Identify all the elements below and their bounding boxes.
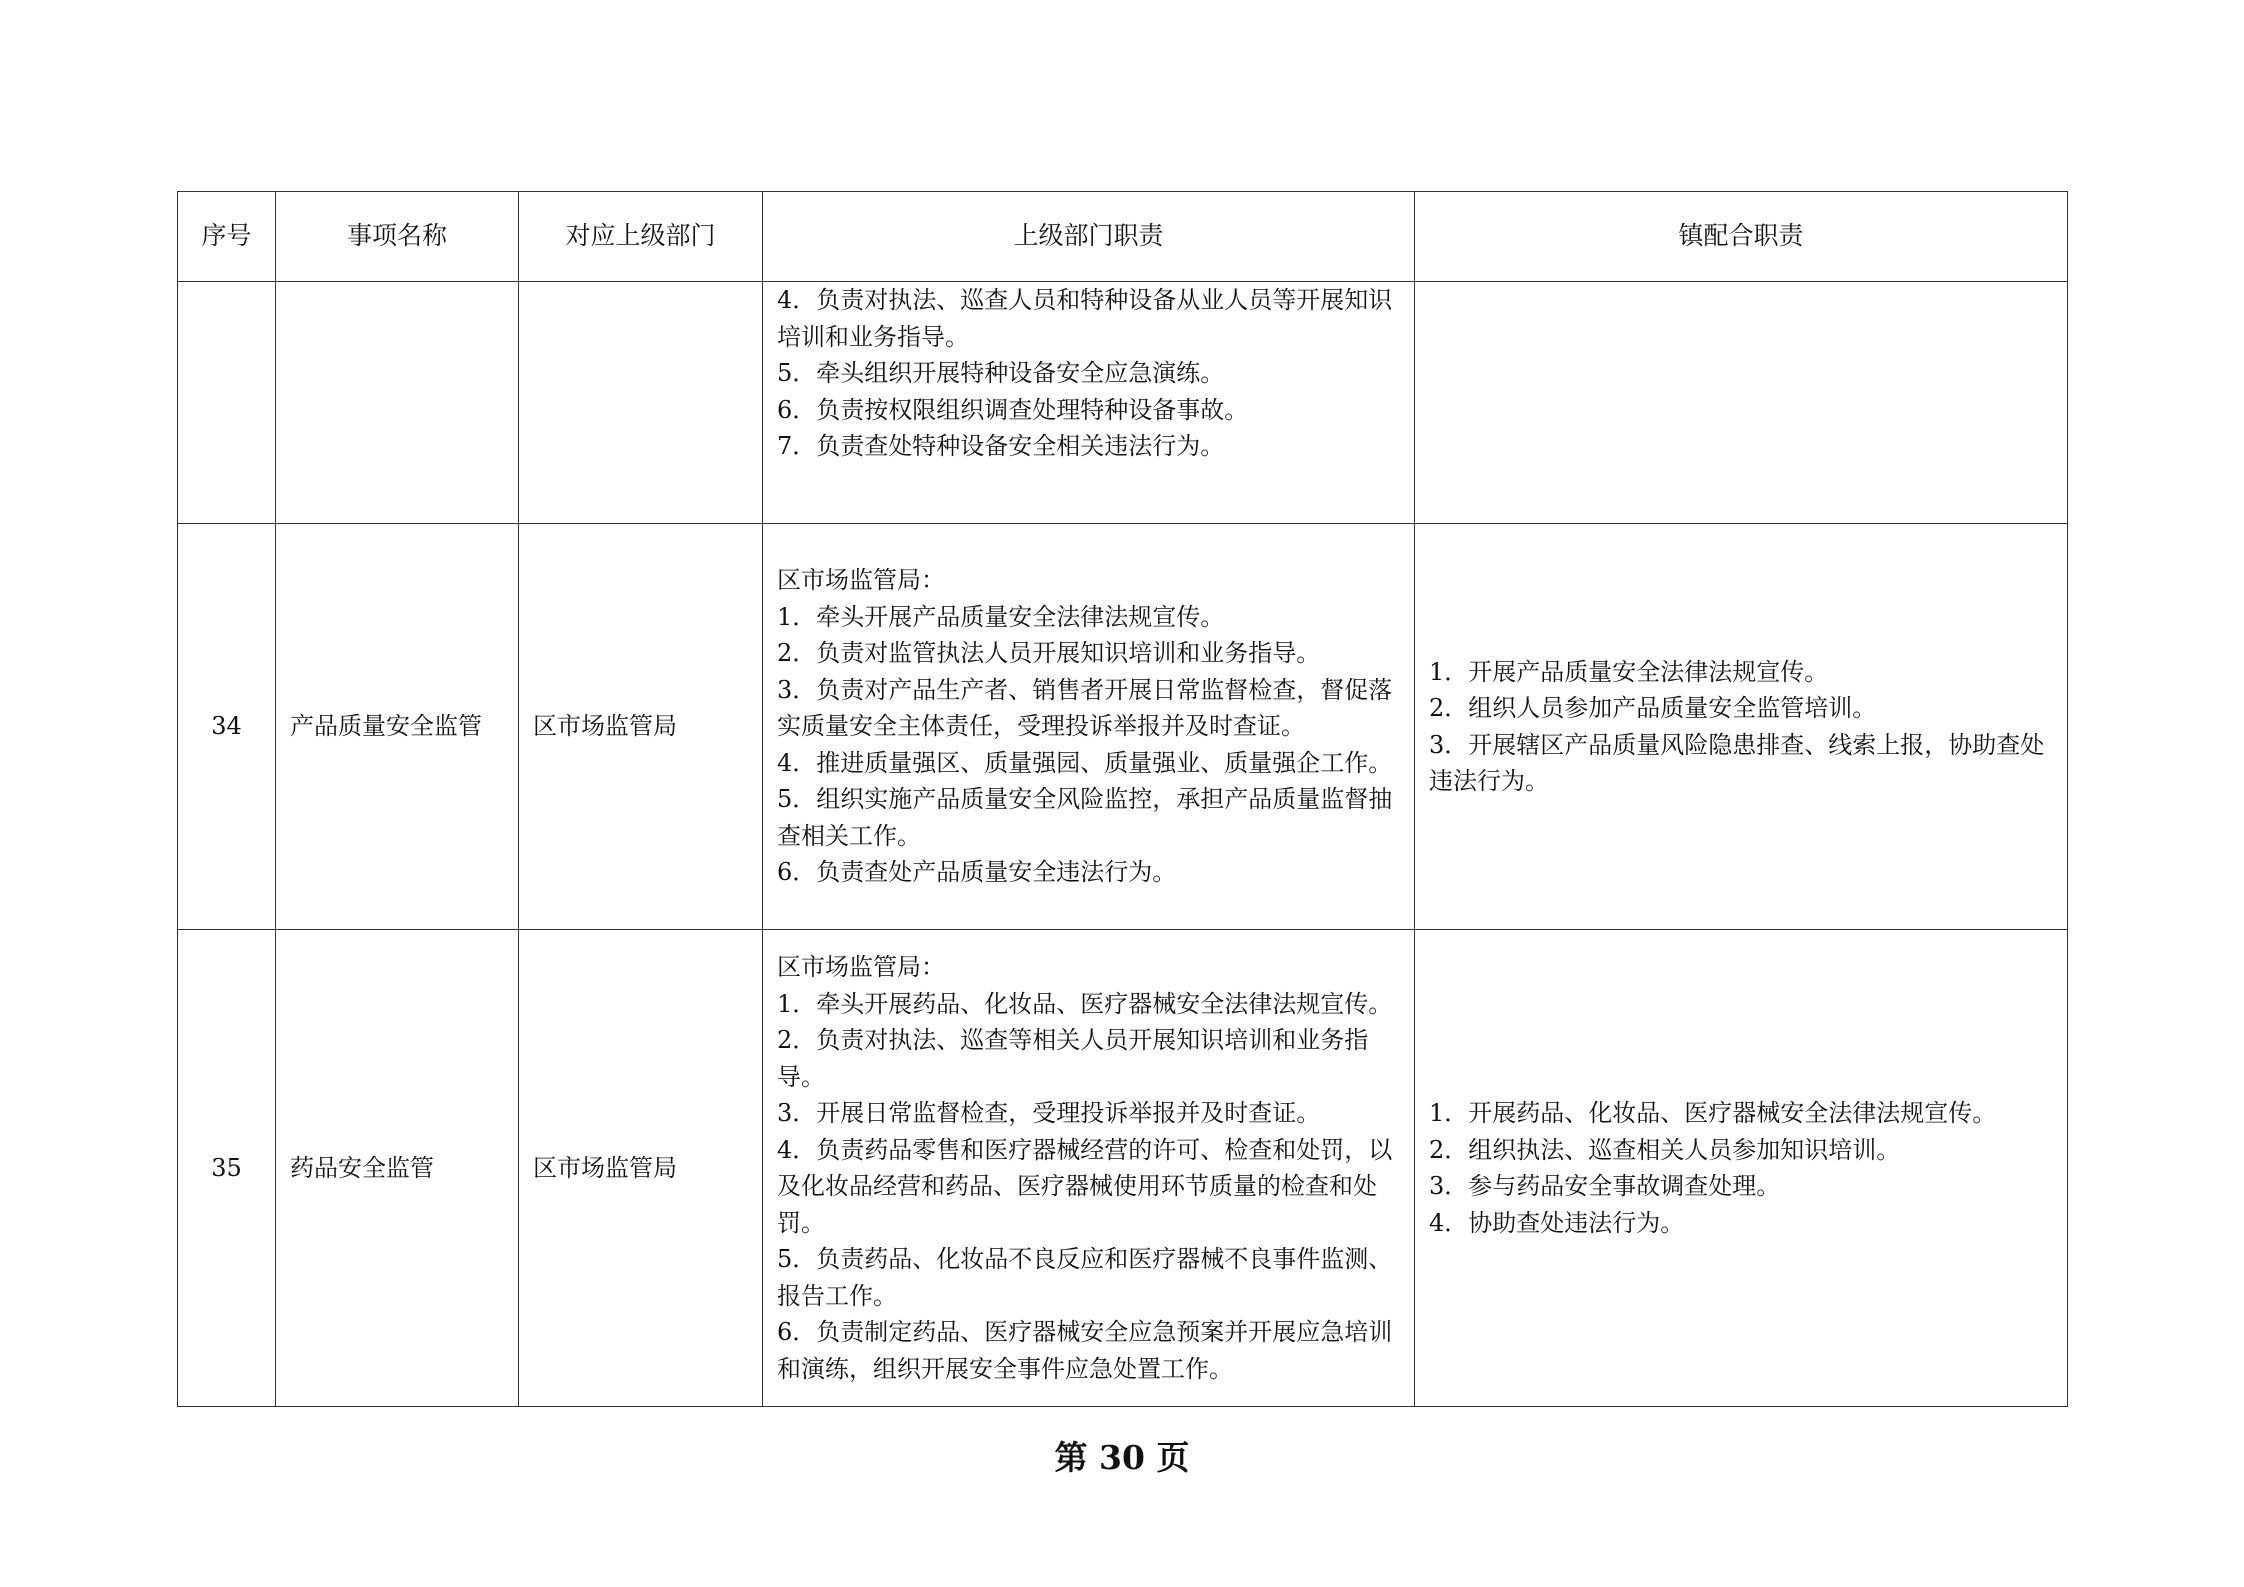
table-row — [178, 524, 2068, 930]
duty-line: 4．负责药品零售和医疗器械经营的许可、检查和处罚，以及化妆品经营和药品、医疗器械使用环节质量的检查和处罚。 — [777, 1135, 1393, 1237]
row-superior-dept: 区市场监管局 — [519, 930, 763, 1407]
row-no: 34 — [178, 524, 276, 930]
duty-line: 4．负责对执法、巡查人员和特种设备从业人员等开展知识培训和业务指导。 — [777, 286, 1393, 351]
duty-line: 1．牵头开展产品质量安全法律法规宣传。 — [777, 602, 1225, 631]
duty-line: 3．开展日常监督检查，受理投诉举报并及时查证。 — [777, 1099, 1321, 1127]
duty-line: 5．牵头组织开展特种设备安全应急演练。 — [777, 359, 1225, 387]
row-item-name: 药品安全监管 — [276, 930, 519, 1407]
duty-line: 5．组织实施产品质量安全风险监控，承担产品质量监督抽查相关工作。 — [777, 785, 1393, 850]
header-dept-duty: 上级部门职责 — [763, 192, 1415, 282]
row-no: 35 — [178, 930, 276, 1407]
table-row — [178, 282, 2068, 524]
header-no: 序号 — [178, 192, 276, 282]
duty-line: 6．负责查处产品质量安全违法行为。 — [777, 858, 1177, 887]
table-row — [178, 930, 2068, 1407]
duty-line: 5．负责药品、化妆品不良反应和医疗器械不良事件监测、报告工作。 — [777, 1245, 1393, 1310]
duty-line: 2．负责对执法、巡查等相关人员开展知识培训和业务指导。 — [777, 1026, 1369, 1091]
row-dept-duty — [763, 524, 1415, 930]
duty-line: 2．负责对监管执法人员开展知识培训和业务指导。 — [777, 639, 1321, 668]
row-town-duty — [1415, 930, 2068, 1407]
row-dept-duty — [763, 282, 1415, 524]
duty-line: 1．开展药品、化妆品、医疗器械安全法律法规宣传。 — [1429, 1099, 1997, 1127]
row-superior-dept: 区市场监管局 — [519, 524, 763, 930]
duty-line: 4．推进质量强区、质量强园、质量强业、质量强企工作。 — [777, 748, 1393, 777]
row-item-name: 产品质量安全监管 — [276, 524, 519, 930]
duty-line: 区市场监管局： — [777, 953, 945, 981]
duties-table — [177, 191, 2068, 1407]
duty-line: 3．负责对产品生产者、销售者开展日常监督检查，督促落实质量安全主体责任，受理投诉举报并及时查证。 — [777, 675, 1393, 741]
duty-line: 1．开展产品质量安全法律法规宣传。 — [1429, 657, 1829, 686]
row-no — [178, 282, 276, 524]
duty-line: 3．参与药品安全事故调查处理。 — [1429, 1172, 1781, 1200]
duty-line: 3．开展辖区产品质量风险隐患排查、线索上报，协助查处违法行为。 — [1429, 730, 2045, 795]
row-superior-dept — [519, 282, 763, 524]
duty-line: 4．协助查处违法行为。 — [1429, 1208, 1685, 1237]
duty-line: 区市场监管局： — [777, 566, 945, 595]
duty-line: 6．负责制定药品、医疗器械安全应急预案并开展应急培训和演练，组织开展安全事件应急处置工作。 — [777, 1318, 1393, 1383]
table-header-row — [178, 192, 2068, 282]
duty-line: 7．负责查处特种设备安全相关违法行为。 — [777, 432, 1225, 460]
header-superior-dept: 对应上级部门 — [519, 192, 763, 282]
page-number: 第 30 页 — [1054, 1438, 1190, 1477]
row-item-name — [276, 282, 519, 524]
duty-line: 1．牵头开展药品、化妆品、医疗器械安全法律法规宣传。 — [777, 989, 1393, 1018]
row-town-duty — [1415, 282, 2068, 524]
duty-line: 2．组织执法、巡查相关人员参加知识培训。 — [1429, 1135, 1901, 1164]
duty-line: 2．组织人员参加产品质量安全监管培训。 — [1429, 694, 1877, 722]
header-item-name: 事项名称 — [276, 192, 519, 282]
row-town-duty — [1415, 524, 2068, 930]
header-town-duty: 镇配合职责 — [1415, 192, 2068, 282]
row-dept-duty — [763, 930, 1415, 1407]
duty-line: 6．负责按权限组织调查处理特种设备事故。 — [777, 395, 1249, 424]
